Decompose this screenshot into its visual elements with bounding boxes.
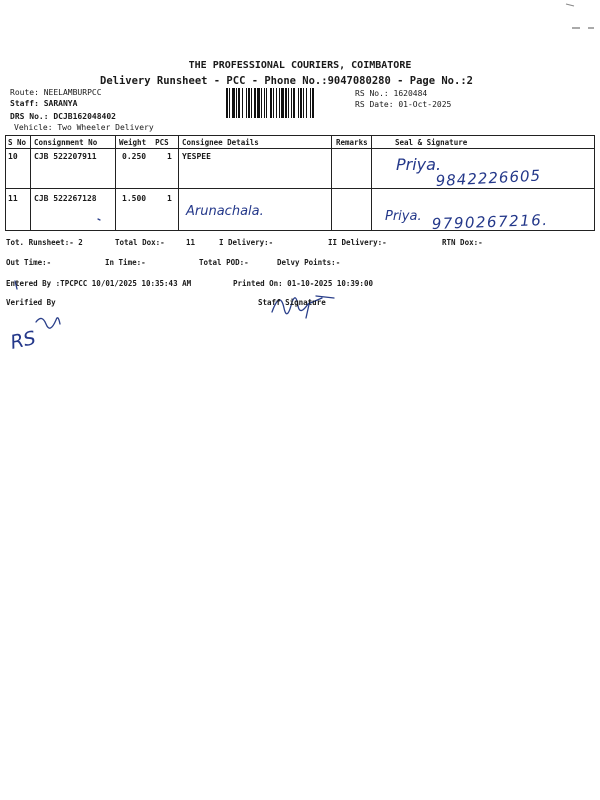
row1-weight: 0.250 (122, 152, 147, 161)
header-consignment: Consignment No (34, 138, 98, 147)
row2-seal-name-handwriting: Priya. (385, 209, 422, 224)
row1-sno: 10 (8, 152, 18, 161)
row1-consignee: YESPEE (182, 152, 211, 161)
ii-delivery: II Delivery:- (328, 238, 387, 247)
out-time: Out Time:- (6, 258, 52, 267)
delvy-points: Delvy Points:- (277, 258, 341, 267)
in-time: In Time:- (105, 258, 146, 267)
row2-pcs: 1 (167, 194, 172, 203)
staff-label: Staff: SARANYA (10, 99, 78, 108)
route-label: Route: NEELAMBURPCC (10, 88, 102, 97)
row2-consignee-handwriting: Arunachala. (186, 204, 264, 219)
runsheet-subtitle: Delivery Runsheet - PCC - Phone No.:9047080280 - Page No.:2 (100, 75, 473, 87)
header-seal: Seal & Signature (395, 138, 468, 147)
rs-date: RS Date: 01-Oct-2025 (355, 100, 452, 109)
company-title: THE PROFESSIONAL COURIERS, COIMBATORE (188, 60, 412, 71)
verified-by: Verified By (6, 298, 56, 307)
row2-sno: 11 (8, 194, 18, 203)
row2-weight: 1.500 (122, 194, 147, 203)
header-weight-pcs: Weight PCS (119, 138, 169, 147)
drs-number: DRS No.: DCJB162048402 (10, 112, 116, 121)
entered-by: Entered By :TPCPCC 10/01/2025 10:35:43 AM (6, 279, 192, 288)
row1-consignment: CJB 522207911 (34, 152, 97, 161)
total-dox-value: 11 (186, 238, 196, 247)
row2-consignment: CJB 522267128 (34, 194, 97, 203)
verifier-initials-handwriting: RS (8, 327, 38, 354)
header-sno: S No (8, 138, 27, 147)
scan-marks (540, 0, 600, 40)
header-remarks: Remarks (336, 138, 368, 147)
total-dox-label: Total Dox:- (115, 238, 165, 247)
row1-seal-name-handwriting: Priya. (396, 155, 442, 174)
rs-number: RS No.: 1620484 (355, 89, 428, 98)
i-delivery: I Delivery:- (219, 238, 274, 247)
printed-on: Printed On: 01-10-2025 10:39:00 (233, 279, 373, 288)
vehicle-label: Vehicle: Two Wheeler Delivery (14, 123, 154, 132)
total-pod: Total POD:- (199, 258, 249, 267)
rtn-dox: RTN Dox:- (442, 238, 483, 247)
tot-runsheet: Tot. Runsheet:- 2 (6, 238, 83, 247)
row1-seal-phone-handwriting: 9842226605 (435, 166, 542, 190)
row2-seal-phone-handwriting: 9790267216. (431, 210, 549, 233)
header-consignee: Consignee Details (182, 138, 259, 147)
row2-tick-mark (98, 219, 100, 220)
verifier-scribble (36, 318, 60, 328)
staff-signature-label: Staff Signature (258, 298, 326, 307)
row1-pcs: 1 (167, 152, 172, 161)
